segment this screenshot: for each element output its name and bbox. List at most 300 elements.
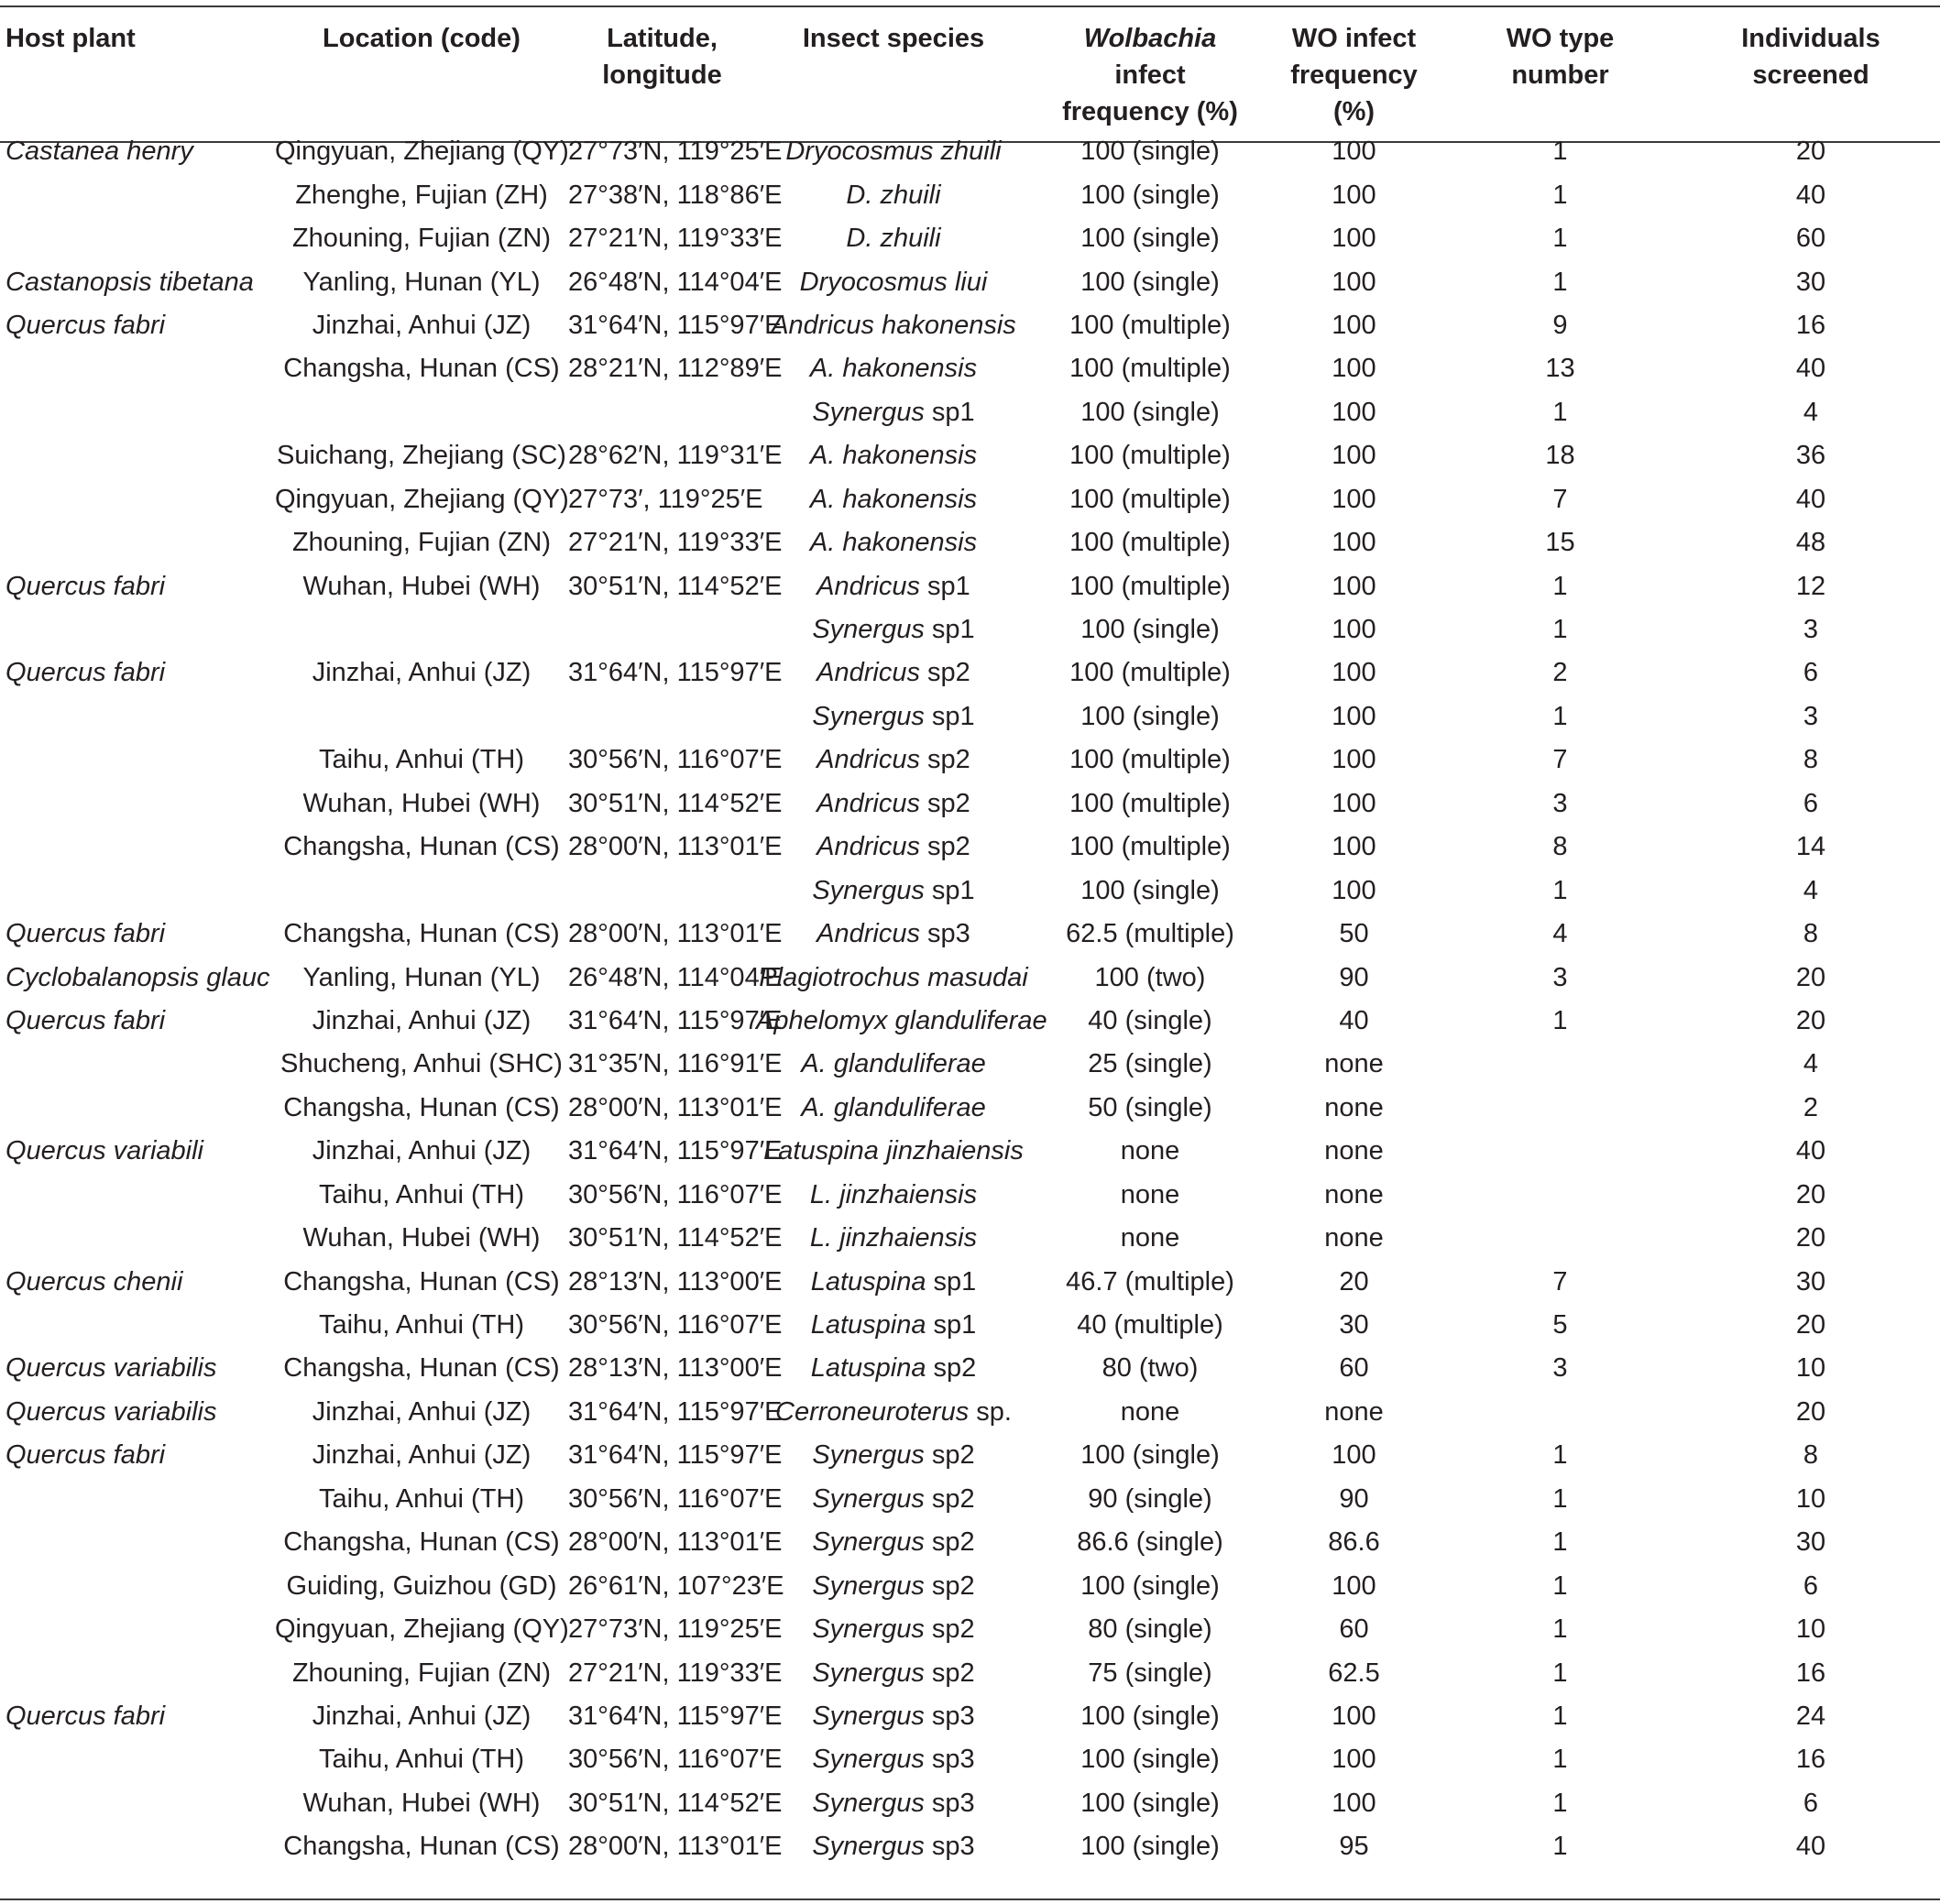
header-row	[0, 7, 1940, 130]
individuals-cell: 6	[1803, 658, 1819, 688]
wolbachia-frequency-cell: 100 (multiple)	[1069, 745, 1231, 775]
coordinates-cell: 31°64′N, 115°97′E	[568, 1136, 783, 1166]
location-cell: Taihu, Anhui (TH)	[318, 1483, 525, 1514]
location-cell: Zhouning, Fujian (ZN)	[291, 1658, 552, 1688]
coordinates-cell: 27°73′N, 119°25′E	[568, 137, 783, 167]
column-header-line: screened	[1752, 60, 1869, 90]
wo-frequency-cell: 30	[1339, 1310, 1369, 1340]
individuals-cell: 20	[1795, 1223, 1826, 1253]
bottom-rule	[0, 1899, 1940, 1900]
location-cell: Changsha, Hunan (CS)	[283, 919, 560, 949]
table-row	[0, 304, 1940, 347]
species-suffix: sp2	[924, 1483, 975, 1514]
coordinates-cell: 30°51′N, 114°52′E	[568, 788, 783, 818]
species-genus: A. glanduliferae	[801, 1049, 986, 1079]
species-genus: Synergus	[812, 1527, 925, 1558]
species-genus: Synergus	[812, 1745, 925, 1775]
wo-type-cell: 3	[1552, 788, 1568, 818]
host-plant-cell	[0, 739, 275, 782]
wolbachia-frequency-cell: 40 (multiple)	[1077, 1310, 1223, 1340]
wolbachia-frequency-cell: 100 (single)	[1080, 397, 1220, 427]
location-cell: Changsha, Hunan (CS)	[283, 1527, 560, 1558]
host-plant-cell	[0, 1651, 275, 1694]
column-header-line: Location (code)	[323, 24, 521, 53]
location-cell: Shucheng, Anhui (SHC)	[280, 1049, 563, 1079]
wolbachia-frequency-cell: 100 (single)	[1080, 1832, 1220, 1862]
insect-species-cell	[756, 173, 1031, 216]
insect-species-cell	[756, 1434, 1031, 1477]
individuals-cell: 20	[1795, 1005, 1826, 1035]
species-genus: Andricus hakonensis	[771, 310, 1016, 340]
host-plant-cell	[0, 391, 275, 434]
species-genus: Latuspina	[810, 1266, 926, 1297]
coordinates-cell: 31°35′N, 116°91′E	[568, 1049, 783, 1079]
wolbachia-frequency-cell: 75 (single)	[1088, 1658, 1212, 1688]
coordinates-cell: 30°56′N, 116°07′E	[568, 1310, 783, 1340]
wo-frequency-cell: 100	[1332, 701, 1376, 731]
insect-species-cell	[756, 434, 1031, 477]
individuals-cell: 20	[1795, 1310, 1826, 1340]
location-cell: Zhouning, Fujian (ZN)	[291, 528, 552, 558]
wo-type-cell: 3	[1552, 1353, 1568, 1384]
insect-species-cell	[756, 1174, 1031, 1217]
host-plant-cell: Quercus fabri	[5, 658, 166, 688]
wo-frequency-cell: 100	[1332, 1745, 1376, 1775]
host-plant-cell: Quercus fabri	[5, 1701, 166, 1731]
table-header	[0, 7, 1940, 130]
wo-frequency-cell: 62.5	[1328, 1658, 1380, 1688]
host-plant-cell: Quercus variabilis	[5, 1353, 217, 1384]
table-row	[0, 1521, 1940, 1564]
species-suffix: sp2	[920, 832, 970, 862]
table-row	[0, 391, 1940, 434]
wo-type-cell: 1	[1552, 1614, 1568, 1645]
table-row	[0, 434, 1940, 477]
host-plant-cell	[0, 1087, 275, 1130]
coordinates-cell: 31°64′N, 115°97′E	[568, 1396, 783, 1427]
individuals-cell: 30	[1795, 1266, 1826, 1297]
column-header-line: number	[1511, 60, 1609, 90]
host-plant-cell	[0, 1217, 275, 1260]
species-genus: Aphelomyx glanduliferae	[756, 1005, 1047, 1035]
wo-type-cell: 1	[1552, 1701, 1568, 1731]
coordinates-cell: 31°64′N, 115°97′E	[568, 1701, 783, 1731]
wo-frequency-cell: 100	[1332, 1440, 1376, 1471]
wo-frequency-cell: 20	[1339, 1266, 1369, 1297]
wolbachia-frequency-cell: 100 (single)	[1080, 224, 1220, 254]
wolbachia-frequency-cell: none	[1120, 1136, 1180, 1166]
individuals-cell: 40	[1795, 180, 1826, 210]
wo-frequency-cell: 60	[1339, 1353, 1369, 1384]
insect-species-cell	[756, 1260, 1031, 1303]
coordinates-cell: 27°21′N, 119°33′E	[568, 528, 783, 558]
wo-frequency-cell: 90	[1339, 1483, 1369, 1514]
location-cell	[275, 869, 568, 912]
individuals-cell: 20	[1795, 1396, 1826, 1427]
individuals-cell: 60	[1795, 224, 1826, 254]
individuals-cell: 16	[1795, 1658, 1826, 1688]
column-header-line: frequency (%)	[1290, 60, 1418, 126]
wo-type-cell: 1	[1552, 1005, 1568, 1035]
wo-frequency-cell: none	[1324, 1179, 1384, 1209]
table-row	[0, 913, 1940, 956]
coordinates-cell: 26°61′N, 107°23′E	[568, 1570, 784, 1601]
wolbachia-frequency-cell: 86.6 (single)	[1077, 1527, 1223, 1558]
wo-frequency-cell: 100	[1332, 745, 1376, 775]
table-row	[0, 347, 1940, 390]
individuals-cell: 16	[1795, 1745, 1826, 1775]
coordinates-cell: 31°64′N, 115°97′E	[568, 310, 783, 340]
individuals-cell: 3	[1803, 615, 1819, 645]
wo-type-cell: 1	[1552, 1788, 1568, 1818]
individuals-cell: 20	[1795, 962, 1826, 992]
coordinates-cell: 30°56′N, 116°07′E	[568, 1483, 783, 1514]
wo-type-cell: 1	[1552, 1745, 1568, 1775]
species-suffix: sp3	[920, 919, 970, 949]
table-row	[0, 1000, 1940, 1043]
host-plant-cell	[0, 1564, 275, 1607]
species-genus: Synergus	[812, 1483, 925, 1514]
location-cell: Jinzhai, Anhui (JZ)	[312, 1136, 532, 1166]
individuals-cell: 4	[1803, 1049, 1819, 1079]
wo-frequency-cell: 90	[1339, 962, 1369, 992]
species-genus: Andricus	[817, 919, 920, 949]
species-genus: A. hakonensis	[809, 484, 978, 514]
wolbachia-frequency-cell: 100 (multiple)	[1069, 571, 1231, 601]
wo-type-cell: 9	[1552, 310, 1568, 340]
species-suffix: sp3	[924, 1832, 975, 1862]
species-genus: Synergus	[812, 615, 925, 645]
table-row	[0, 1825, 1940, 1868]
wolbachia-frequency-cell: 100 (single)	[1080, 1745, 1220, 1775]
host-plant-cell	[0, 826, 275, 869]
host-plant-cell	[0, 1738, 275, 1781]
coordinates-cell	[568, 869, 756, 912]
wo-type-cell: 2	[1552, 658, 1568, 688]
table-row	[0, 1391, 1940, 1434]
table-row	[0, 564, 1940, 607]
coordinates-cell: 31°64′N, 115°97′E	[568, 1005, 783, 1035]
column-header	[275, 7, 568, 130]
wolbachia-frequency-cell: 100 (multiple)	[1069, 788, 1231, 818]
wolbachia-frequency-cell: 50 (single)	[1088, 1092, 1212, 1122]
species-genus: Synergus	[812, 1832, 925, 1862]
wo-frequency-cell: 100	[1332, 180, 1376, 210]
species-suffix: sp1	[926, 1310, 977, 1340]
wo-frequency-cell: 100	[1332, 267, 1376, 297]
column-header	[1269, 7, 1439, 130]
host-plant-cell: Cyclobalanopsis glauc	[5, 962, 270, 992]
location-cell: Changsha, Hunan (CS)	[283, 354, 560, 384]
insect-species-cell	[756, 651, 1031, 695]
wo-frequency-cell: 40	[1339, 1005, 1369, 1035]
insect-species-cell	[756, 1651, 1031, 1694]
species-genus: D. zhuili	[846, 224, 941, 254]
individuals-cell: 36	[1795, 441, 1826, 471]
table-row	[0, 1043, 1940, 1086]
host-plant-cell	[0, 869, 275, 912]
location-cell: Yanling, Hunan (YL)	[302, 962, 541, 992]
table-row	[0, 1782, 1940, 1825]
wo-type-cell: 15	[1545, 528, 1575, 558]
coordinates-cell: 28°00′N, 113°01′E	[568, 832, 783, 862]
table-row	[0, 521, 1940, 564]
species-suffix: sp2	[924, 1527, 975, 1558]
species-suffix: sp1	[924, 397, 975, 427]
wo-type-cell: 5	[1552, 1310, 1568, 1340]
wo-type-cell: 1	[1552, 267, 1568, 297]
species-suffix: sp2	[924, 1658, 975, 1688]
wolbachia-frequency-cell: 25 (single)	[1088, 1049, 1212, 1079]
wo-frequency-cell: 100	[1332, 658, 1376, 688]
location-cell: Zhouning, Fujian (ZN)	[291, 224, 552, 254]
wo-frequency-cell: 100	[1332, 1570, 1376, 1601]
location-cell: Qingyuan, Zhejiang (QY)	[275, 1614, 569, 1645]
wo-frequency-cell: 100	[1332, 1701, 1376, 1731]
host-plant-cell	[0, 1825, 275, 1868]
wo-type-cell	[1439, 1391, 1682, 1434]
coordinates-cell: 28°62′N, 119°31′E	[568, 441, 783, 471]
individuals-cell: 8	[1803, 919, 1819, 949]
wolbachia-frequency-cell: 80 (single)	[1088, 1614, 1212, 1645]
column-header-line: Host plant	[5, 24, 136, 53]
wolbachia-frequency-cell: none	[1120, 1223, 1180, 1253]
individuals-cell: 4	[1803, 875, 1819, 905]
location-cell: Wuhan, Hubei (WH)	[302, 1788, 541, 1818]
host-plant-cell	[0, 695, 275, 739]
insect-species-cell	[756, 217, 1031, 260]
insect-species-cell	[756, 739, 1031, 782]
insect-species-cell	[756, 478, 1031, 521]
species-genus: Synergus	[812, 1658, 925, 1688]
location-cell: Wuhan, Hubei (WH)	[302, 571, 541, 601]
coordinates-cell: 28°00′N, 113°01′E	[568, 1527, 783, 1558]
wo-type-cell: 1	[1552, 1483, 1568, 1514]
individuals-cell: 48	[1795, 528, 1826, 558]
species-genus: Plagiotrochus masudai	[759, 962, 1028, 992]
species-suffix: sp2	[926, 1353, 977, 1384]
wo-frequency-cell: none	[1324, 1223, 1384, 1253]
location-cell: Wuhan, Hubei (WH)	[302, 788, 541, 818]
insect-species-cell	[756, 521, 1031, 564]
insect-species-cell	[756, 304, 1031, 347]
location-cell: Changsha, Hunan (CS)	[283, 1353, 560, 1384]
wo-type-cell: 1	[1552, 1440, 1568, 1471]
species-genus: Andricus	[817, 745, 920, 775]
insect-species-cell	[756, 1782, 1031, 1825]
individuals-cell: 6	[1803, 1788, 1819, 1818]
wo-type-cell	[1439, 1130, 1682, 1173]
species-suffix: sp2	[924, 1614, 975, 1645]
wolbachia-frequency-cell: 80 (two)	[1102, 1353, 1199, 1384]
insect-species-cell	[756, 1825, 1031, 1868]
table-row	[0, 1087, 1940, 1130]
table-row	[0, 826, 1940, 869]
table-row	[0, 956, 1940, 999]
wo-frequency-cell: 100	[1332, 484, 1376, 514]
species-genus: Synergus	[812, 1440, 925, 1471]
insect-species-cell	[756, 869, 1031, 912]
insect-species-cell	[756, 782, 1031, 826]
species-genus: Dryocosmus liui	[799, 267, 988, 297]
wolbachia-frequency-cell: 100 (multiple)	[1069, 832, 1231, 862]
wolbachia-frequency-cell: 46.7 (multiple)	[1066, 1266, 1234, 1297]
location-cell: Taihu, Anhui (TH)	[318, 1310, 525, 1340]
wo-type-cell: 1	[1552, 701, 1568, 731]
location-cell: Wuhan, Hubei (WH)	[302, 1223, 541, 1253]
species-suffix: sp2	[924, 1440, 975, 1471]
coordinates-cell	[568, 391, 756, 434]
location-cell: Changsha, Hunan (CS)	[283, 832, 560, 862]
coordinates-cell: 27°73′, 119°25′E	[568, 484, 763, 514]
coordinates-cell: 28°00′N, 113°01′E	[568, 919, 783, 949]
column-header-line: Insect species	[802, 24, 985, 53]
table-row	[0, 260, 1940, 303]
wo-frequency-cell: none	[1324, 1049, 1384, 1079]
wo-frequency-cell: none	[1324, 1396, 1384, 1427]
location-cell: Taihu, Anhui (TH)	[318, 1745, 525, 1775]
coordinates-cell: 30°56′N, 116°07′E	[568, 1179, 783, 1209]
insect-species-cell	[756, 695, 1031, 739]
coordinates-cell: 27°38′N, 118°86′E	[568, 180, 783, 210]
host-plant-cell	[0, 217, 275, 260]
table-body	[0, 130, 1940, 1869]
species-genus: L. jinzhaiensis	[809, 1223, 978, 1253]
wo-frequency-cell: none	[1324, 1092, 1384, 1122]
wo-type-cell: 1	[1552, 137, 1568, 167]
coordinates-cell	[568, 608, 756, 651]
host-plant-cell	[0, 1478, 275, 1521]
wo-type-cell: 7	[1552, 745, 1568, 775]
species-suffix: sp3	[924, 1701, 975, 1731]
insect-species-cell	[756, 1000, 1047, 1043]
individuals-cell: 20	[1795, 137, 1826, 167]
wo-type-cell: 1	[1552, 875, 1568, 905]
coordinates-cell: 28°13′N, 113°00′E	[568, 1266, 783, 1297]
species-suffix: sp.	[969, 1396, 1012, 1427]
insect-species-cell	[756, 1738, 1031, 1781]
table-row	[0, 1651, 1940, 1694]
insect-species-cell	[756, 1217, 1031, 1260]
host-plant-cell: Quercus variabili	[5, 1136, 203, 1166]
table-row	[0, 1695, 1940, 1738]
individuals-cell: 14	[1795, 832, 1826, 862]
species-genus: Synergus	[812, 701, 925, 731]
individuals-cell: 4	[1803, 397, 1819, 427]
location-cell: Suichang, Zhejiang (SC)	[277, 441, 566, 471]
host-plant-cell: Quercus fabri	[5, 1005, 166, 1035]
wo-type-cell	[1439, 1174, 1682, 1217]
host-plant-cell	[0, 1174, 275, 1217]
species-genus: Synergus	[812, 1701, 925, 1731]
host-plant-cell: Quercus fabri	[5, 571, 166, 601]
species-genus: Dryocosmus zhuili	[785, 137, 1002, 167]
wolbachia-frequency-cell: 100 (multiple)	[1069, 528, 1231, 558]
insect-species-cell	[756, 347, 1031, 390]
species-genus: L. jinzhaiensis	[809, 1179, 978, 1209]
wolbachia-frequency-cell: 100 (multiple)	[1069, 310, 1231, 340]
wo-type-cell: 4	[1552, 919, 1568, 949]
coordinates-cell: 26°48′N, 114°04′E	[568, 267, 783, 297]
table-row	[0, 1478, 1940, 1521]
wolbachia-frequency-cell: 100 (multiple)	[1069, 658, 1231, 688]
host-plant-cell	[0, 434, 275, 477]
wolbachia-frequency-cell: 40 (single)	[1088, 1005, 1212, 1035]
species-suffix: sp3	[924, 1788, 975, 1818]
table-row	[0, 651, 1940, 695]
coordinates-cell: 28°13′N, 113°00′E	[568, 1353, 783, 1384]
individuals-cell: 16	[1795, 310, 1826, 340]
insect-species-cell	[756, 391, 1031, 434]
wo-type-cell	[1439, 1087, 1682, 1130]
wolbachia-frequency-cell: 100 (single)	[1080, 1701, 1220, 1731]
table-row	[0, 695, 1940, 739]
table-row	[0, 1738, 1940, 1781]
location-cell: Yanling, Hunan (YL)	[302, 267, 541, 297]
wolbachia-frequency-cell: 100 (single)	[1080, 1788, 1220, 1818]
location-cell: Qingyuan, Zhejiang (QY)	[275, 484, 569, 514]
table-row	[0, 1304, 1940, 1347]
individuals-cell: 6	[1803, 1570, 1819, 1601]
wo-frequency-cell: none	[1324, 1136, 1384, 1166]
wo-type-cell: 18	[1545, 441, 1575, 471]
host-plant-cell	[0, 1304, 275, 1347]
wolbachia-frequency-cell: 62.5 (multiple)	[1066, 919, 1234, 949]
location-cell	[275, 391, 568, 434]
location-cell: Jinzhai, Anhui (JZ)	[312, 1701, 532, 1731]
column-header-line: Latitude, longitude	[602, 24, 722, 90]
location-cell: Qingyuan, Zhejiang (QY)	[275, 137, 569, 167]
host-plant-cell: Quercus variabilis	[5, 1396, 217, 1427]
insect-species-cell	[756, 130, 1031, 173]
species-genus: Andricus	[817, 832, 920, 862]
column-header	[1682, 7, 1940, 130]
species-suffix: sp2	[920, 658, 970, 688]
wo-frequency-cell: 100	[1332, 832, 1376, 862]
wolbachia-frequency-cell: 100 (single)	[1080, 615, 1220, 645]
table-row	[0, 608, 1940, 651]
wo-frequency-cell: 100	[1332, 224, 1376, 254]
species-genus: Latuspina jinzhaiensis	[763, 1136, 1024, 1166]
wo-type-cell: 1	[1552, 1658, 1568, 1688]
host-plant-cell	[0, 1521, 275, 1564]
wolbachia-frequency-cell: 100 (single)	[1080, 1570, 1220, 1601]
coordinates-cell: 31°64′N, 115°97′E	[568, 658, 783, 688]
coordinates-cell: 28°00′N, 113°01′E	[568, 1092, 783, 1122]
species-genus: Latuspina	[810, 1310, 926, 1340]
coordinates-cell: 28°21′N, 112°89′E	[568, 354, 783, 384]
table-row	[0, 1434, 1940, 1477]
data-table	[0, 7, 1940, 1869]
individuals-cell: 6	[1803, 788, 1819, 818]
wolbachia-frequency-cell: 100 (single)	[1080, 137, 1220, 167]
wo-type-cell: 8	[1552, 832, 1568, 862]
species-suffix: sp2	[920, 745, 970, 775]
column-header-line: infect	[1114, 60, 1186, 90]
individuals-cell: 10	[1795, 1614, 1826, 1645]
insect-species-cell	[756, 1521, 1031, 1564]
wo-type-cell	[1439, 1043, 1682, 1086]
insect-species-cell	[756, 1043, 1031, 1086]
table-row	[0, 217, 1940, 260]
wo-type-cell: 7	[1552, 1266, 1568, 1297]
wo-frequency-cell: 100	[1332, 397, 1376, 427]
species-suffix: sp1	[924, 875, 975, 905]
species-suffix: sp1	[926, 1266, 977, 1297]
table-row	[0, 1564, 1940, 1607]
coordinates-cell: 27°21′N, 119°33′E	[568, 1658, 783, 1688]
wo-type-cell: 13	[1545, 354, 1575, 384]
